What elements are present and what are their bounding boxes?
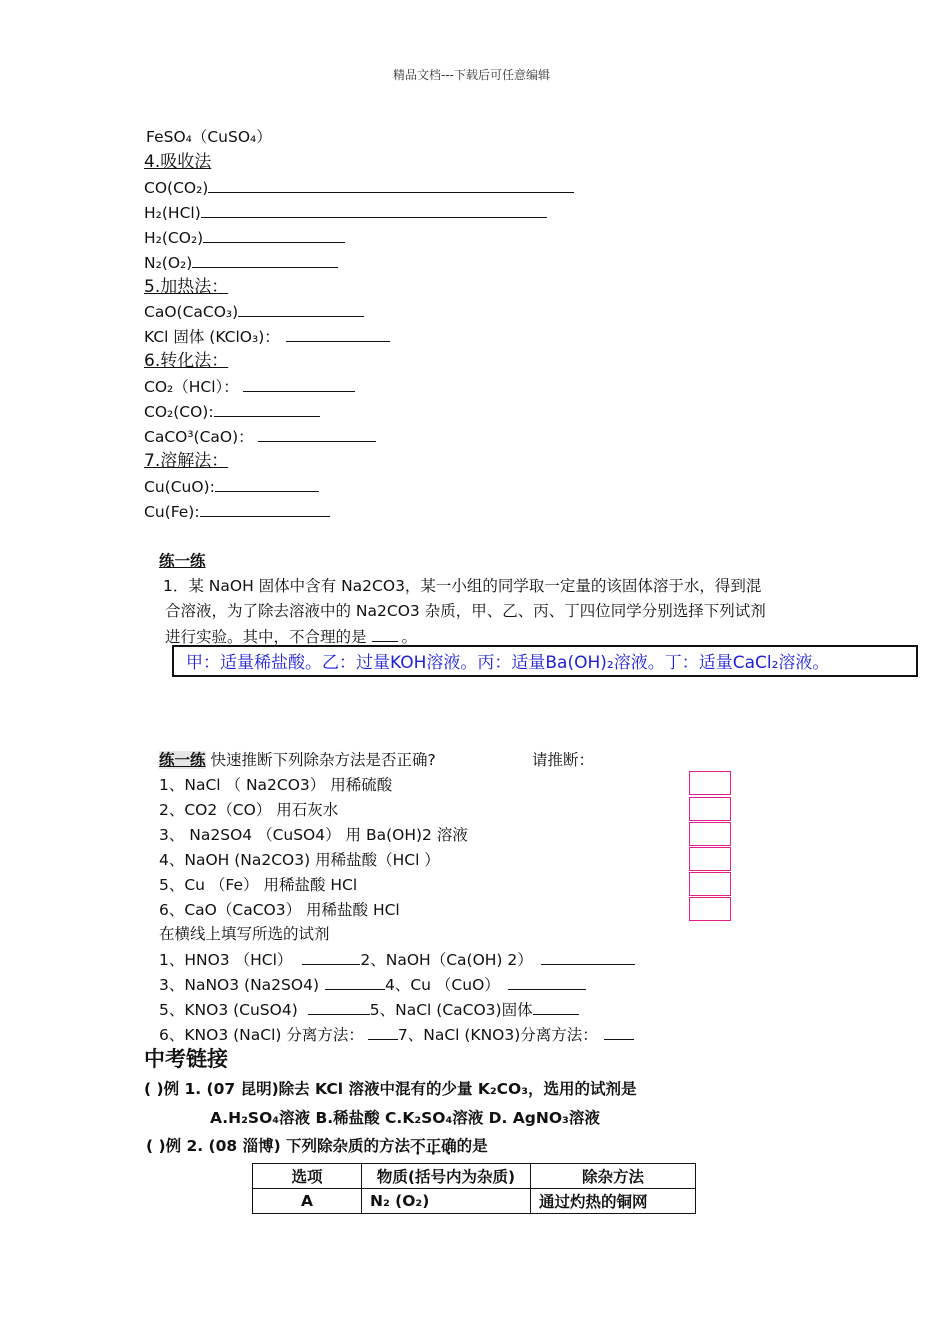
judge-answer-box[interactable]: [689, 822, 731, 846]
judge-item-4: 4、NaOH (Na2CO3) 用稀盐酸（HCl ）: [159, 851, 440, 869]
fill-4-label: 4、Cu （CuO）: [385, 976, 500, 994]
judge-item-1: 1、NaCl （ Na2CO3） 用稀硫酸: [159, 776, 393, 794]
judge-answer-box[interactable]: [689, 897, 731, 921]
answer-blank[interactable]: [215, 476, 319, 492]
sec7-line-2: [144, 501, 330, 522]
sec4-line-1-label: CO(CO₂): [144, 179, 209, 197]
section-6-title: 6.转化法：: [144, 351, 229, 371]
answer-blank[interactable]: [192, 252, 338, 268]
fill-line-4: [159, 1024, 634, 1045]
options-table: [252, 1163, 696, 1214]
sec7-line-1-label: Cu(CuO):: [144, 478, 215, 496]
sec4-line-2: [144, 202, 547, 223]
practice-2-prompt: 快速推断下列除杂方法是否正确?: [210, 751, 436, 769]
sec4-line-4-label: N₂(O₂): [144, 254, 193, 272]
fill-7-label: 6、KNO3 (NaCl) 分离方法：: [159, 1026, 364, 1044]
table-header-row: [253, 1164, 696, 1189]
answer-blank[interactable]: [308, 999, 370, 1015]
sec7-line-2-label: Cu(Fe):: [144, 503, 200, 521]
sec6-line-1-label: CO₂（HCl）：: [144, 378, 239, 396]
fill-6-label: 5、NaCl (CaCO3)固体: [369, 1001, 533, 1019]
section-4-title: 4.吸收法: [144, 152, 212, 172]
judge-item-6: 6、CaO（CaCO3） 用稀盐酸 HCl: [159, 901, 400, 919]
table-cell: 通过灼热的铜网: [531, 1189, 696, 1214]
answer-blank[interactable]: [533, 999, 579, 1015]
section-7-title: 7.溶解法：: [144, 451, 229, 471]
judge-item-3: 3、 Na2SO4 （CuSO4） 用 Ba(OH)2 溶液: [159, 826, 468, 844]
judge-item-5: 5、Cu （Fe） 用稀盐酸 HCl: [159, 876, 358, 894]
judge-answer-box[interactable]: [689, 872, 731, 896]
answer-blank[interactable]: [238, 301, 364, 317]
practice-2-header: [159, 750, 436, 770]
judge-answer-box[interactable]: [689, 797, 731, 821]
fill-1-label: 1、HNO3 （HCl）: [159, 951, 293, 969]
example-2: [146, 1136, 488, 1156]
sec4-line-3-label: H₂(CO₂): [144, 229, 204, 247]
section-title-zhongkao: 中考链接: [144, 1047, 228, 1071]
judge-label: 请推断：: [532, 751, 595, 769]
sec5-line-1-label: CaO(CaCO₃): [144, 303, 239, 321]
judge-item-2: 2、CO2（CO） 用石灰水: [159, 801, 339, 819]
sec5-line-2: [144, 326, 390, 347]
fill-2-label: 2、NaOH（Ca(OH) 2）: [360, 951, 533, 969]
answer-blank[interactable]: [368, 1024, 398, 1040]
sec7-line-1: [144, 476, 319, 497]
answer-blank[interactable]: [201, 202, 547, 218]
table-cell: N₂ (O₂): [362, 1189, 531, 1214]
sec5-line-1: [144, 301, 364, 322]
answer-blank[interactable]: [325, 974, 385, 990]
practice-1-line-2: 合溶液，为了除去溶液中的 Na2CO3 杂质，甲、乙、丙、丁四位同学分别选择下列试剂: [165, 602, 766, 620]
practice-1-line-3: [165, 626, 417, 647]
emphasis-char: 不: [410, 1137, 426, 1155]
emphasis-char: 正: [425, 1137, 442, 1155]
top-item: FeSO₄（CuSO₄）: [146, 128, 272, 146]
emphasis-char: 确: [441, 1137, 457, 1155]
answer-blank[interactable]: [372, 626, 398, 642]
fill-line-1: [159, 949, 635, 970]
practice-1-title: 练一练: [159, 552, 206, 570]
table-header-cell: 物质(括号内为杂质): [362, 1164, 531, 1189]
table-cell: A: [253, 1189, 362, 1214]
answer-blank[interactable]: [302, 949, 360, 965]
practice-1-line-1: 1．某 NaOH 固体中含有 Na2CO3，某一小组的同学取一定量的该固体溶于水，得到混: [163, 577, 762, 595]
section-5-title: 5.加热法：: [144, 277, 229, 297]
fill-title: 在横线上填写所选的试剂: [159, 925, 330, 943]
sec4-line-3: [144, 227, 345, 248]
sec5-line-2-label: KCl 固体 (KClO₃)：: [144, 328, 280, 346]
fill-5-label: 5、KNO3 (CuSO4): [159, 1001, 298, 1019]
answer-blank[interactable]: [258, 426, 376, 442]
example-2-suffix: 的是: [456, 1137, 488, 1155]
sec6-line-2-label: CO₂(CO):: [144, 403, 214, 421]
example-1: ( )例 1. (07 昆明)除去 KCl 溶液中混有的少量 K₂CO₃，选用的试剂是: [144, 1080, 637, 1098]
table-header-cell: 选项: [253, 1164, 362, 1189]
answer-blank[interactable]: [508, 974, 586, 990]
example-1-options: A.H₂SO₄溶液 B.稀盐酸 C.K₂SO₄溶液 D. AgNO₃溶液: [210, 1109, 600, 1127]
judge-answer-box[interactable]: [689, 847, 731, 871]
table-header-cell: 除杂方法: [531, 1164, 696, 1189]
practice-1-period: 。: [401, 628, 418, 646]
fill-8-label: 7、NaCl (KNO3)分离方法：: [397, 1026, 598, 1044]
answer-blank[interactable]: [604, 1024, 634, 1040]
sec4-line-1: [144, 177, 574, 198]
answer-blank[interactable]: [214, 401, 320, 417]
answer-blank[interactable]: [541, 949, 635, 965]
sec4-line-2-label: H₂(HCl): [144, 204, 201, 222]
practice-2-title: 练一练: [159, 751, 206, 769]
example-2-prefix: ( )例 2. (08 淄博) 下列除杂质的方法: [146, 1137, 411, 1155]
fill-3-label: 3、NaNO3 (Na2SO4): [159, 976, 319, 994]
answer-blank[interactable]: [208, 177, 574, 193]
answer-blank[interactable]: [243, 376, 355, 392]
answer-blank[interactable]: [286, 326, 390, 342]
sec6-line-1: [144, 376, 355, 397]
sec6-line-3-label: CaCO³(CaO)：: [144, 428, 254, 446]
answer-blank[interactable]: [200, 501, 330, 517]
judge-answer-box[interactable]: [689, 771, 731, 795]
table-row: [253, 1189, 696, 1214]
fill-line-3: [159, 999, 579, 1020]
practice-1-question: 进行实验。其中，不合理的是: [165, 628, 367, 646]
page-header: 精品文档---下载后可任意编辑: [393, 68, 550, 82]
fill-line-2: [159, 974, 586, 995]
answer-blank[interactable]: [203, 227, 345, 243]
options-box: 甲：适量稀盐酸。乙：过量KOH溶液。丙：适量Ba(OH)₂溶液。丁：适量CaCl₂溶液。: [172, 645, 918, 677]
sec4-line-4: [144, 252, 338, 273]
sec6-line-3: [144, 426, 376, 447]
sec6-line-2: [144, 401, 320, 422]
